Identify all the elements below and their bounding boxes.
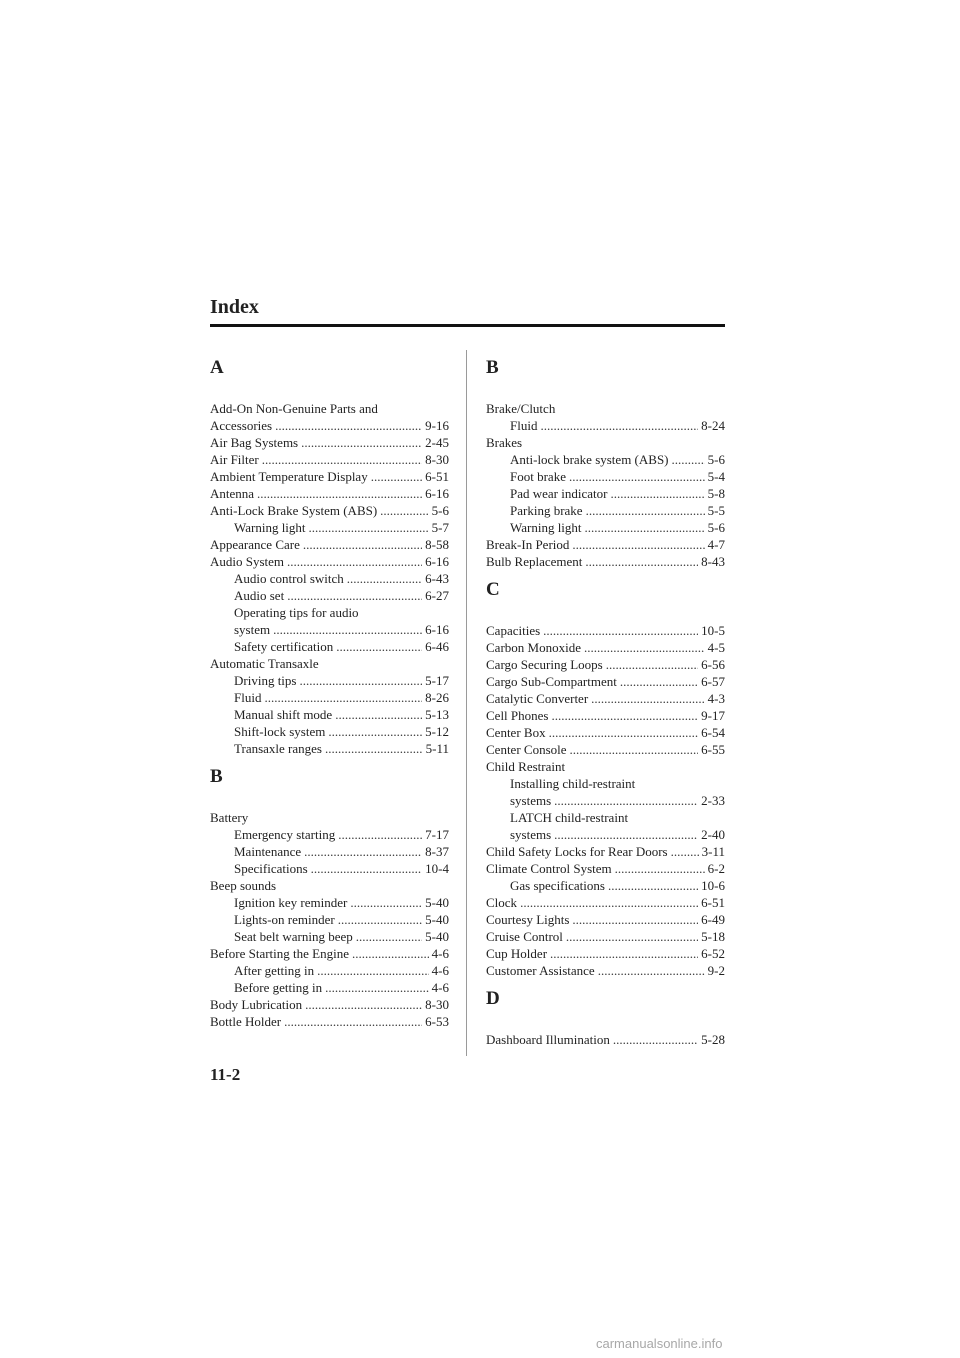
entry-page: 6-27 bbox=[425, 588, 449, 603]
dot-leader bbox=[299, 672, 422, 689]
column-divider bbox=[466, 350, 467, 1056]
index-entry bbox=[486, 724, 725, 741]
entry-label: Child Safety Locks for Rear Doors bbox=[486, 844, 668, 859]
index-entry bbox=[486, 502, 725, 519]
index-entry bbox=[486, 707, 725, 724]
index-entry bbox=[210, 502, 449, 519]
entry-page: 8-30 bbox=[425, 452, 449, 467]
entry-label: Audio control switch bbox=[234, 571, 344, 586]
dot-leader bbox=[570, 741, 699, 758]
index-entry bbox=[486, 1031, 725, 1048]
entry-label: Ambient Temperature Display bbox=[210, 469, 368, 484]
entry-label: Warning light bbox=[234, 520, 306, 535]
dot-leader bbox=[586, 502, 705, 519]
entry-page: 6-52 bbox=[701, 946, 725, 961]
index-entry: Operating tips for audio bbox=[234, 605, 359, 620]
entry-label: Fluid bbox=[510, 418, 538, 433]
entry-label: Appearance Care bbox=[210, 537, 300, 552]
entry-page: 7-17 bbox=[425, 827, 449, 842]
index-column-left bbox=[210, 352, 449, 1038]
dot-leader bbox=[328, 723, 422, 740]
entry-label: Dashboard Illumination bbox=[486, 1032, 610, 1047]
entry-page: 6-51 bbox=[701, 895, 725, 910]
entry-page: 5-18 bbox=[701, 929, 725, 944]
entry-label: After getting in bbox=[234, 963, 315, 978]
index-entry bbox=[210, 843, 449, 860]
index-entry bbox=[210, 860, 449, 877]
index-entry: Beep sounds bbox=[210, 878, 277, 893]
entry-page: 10-6 bbox=[701, 878, 725, 893]
entry-page: 5-6 bbox=[707, 452, 725, 467]
dot-leader bbox=[287, 587, 422, 604]
entry-page: 6-43 bbox=[425, 571, 449, 586]
dot-leader bbox=[606, 656, 698, 673]
watermark: carmanualsonline.info bbox=[596, 1336, 723, 1351]
entry-label: Foot brake bbox=[510, 469, 566, 484]
dot-leader bbox=[325, 740, 423, 757]
entry-label: Body Lubrication bbox=[210, 997, 303, 1012]
entry-label: Clock bbox=[486, 895, 518, 910]
entry-page: 5-13 bbox=[425, 707, 449, 722]
entry-page: 9-17 bbox=[701, 708, 725, 723]
entry-label: Lights-on reminder bbox=[234, 912, 335, 927]
dot-leader bbox=[336, 638, 422, 655]
dot-leader bbox=[598, 962, 705, 979]
index-entry bbox=[210, 979, 449, 996]
entry-page: 2-45 bbox=[425, 435, 449, 450]
index-entry bbox=[210, 553, 449, 570]
index-entry bbox=[486, 894, 725, 911]
index-entry bbox=[210, 911, 449, 928]
entry-label: Air Filter bbox=[210, 452, 259, 467]
entry-label: Cruise Control bbox=[486, 929, 563, 944]
entry-label: Climate Control System bbox=[486, 861, 612, 876]
entry-page: 6-55 bbox=[701, 742, 725, 757]
dot-leader bbox=[572, 536, 704, 553]
entry-label: Bulb Replacement bbox=[486, 554, 583, 569]
entry-label: Before Starting the Engine bbox=[210, 946, 349, 961]
entry-page: 4-6 bbox=[431, 963, 449, 978]
dot-leader bbox=[335, 706, 422, 723]
dot-leader bbox=[554, 792, 698, 809]
entry-label: Ignition key reminder bbox=[234, 895, 348, 910]
entry-label: Shift-lock system bbox=[234, 724, 326, 739]
index-entry bbox=[210, 587, 449, 604]
dot-leader bbox=[520, 894, 698, 911]
entry-page: 6-56 bbox=[701, 657, 725, 672]
index-entry: Brake/Clutch bbox=[486, 401, 556, 416]
index-entry bbox=[486, 536, 725, 553]
index-entry bbox=[486, 656, 725, 673]
index-entry bbox=[210, 519, 449, 536]
entry-label: Pad wear indicator bbox=[510, 486, 608, 501]
entry-page: 8-30 bbox=[425, 997, 449, 1012]
entry-page: 4-5 bbox=[707, 640, 725, 655]
index-entry: Installing child-restraint bbox=[510, 776, 636, 791]
entry-page: 5-17 bbox=[425, 673, 449, 688]
index-entry bbox=[486, 673, 725, 690]
index-entry bbox=[486, 690, 725, 707]
dot-leader bbox=[304, 843, 422, 860]
entry-page: 4-6 bbox=[431, 980, 449, 995]
index-entry bbox=[486, 826, 725, 843]
dot-leader bbox=[585, 519, 705, 536]
dot-leader bbox=[338, 826, 422, 843]
entry-page: 5-6 bbox=[431, 503, 449, 518]
index-entry bbox=[210, 928, 449, 945]
index-entry bbox=[210, 672, 449, 689]
entry-page: 4-3 bbox=[707, 691, 725, 706]
index-entry: Child Restraint bbox=[486, 759, 566, 774]
index-entry bbox=[486, 485, 725, 502]
dot-leader bbox=[554, 826, 698, 843]
index-entry bbox=[486, 945, 725, 962]
index-entry bbox=[210, 468, 449, 485]
entry-page: 5-5 bbox=[707, 503, 725, 518]
entry-page: 6-16 bbox=[425, 486, 449, 501]
index-entry bbox=[486, 877, 725, 894]
index-entry bbox=[210, 894, 449, 911]
entry-label: Anti-Lock Brake System (ABS) bbox=[210, 503, 378, 518]
index-column-right bbox=[486, 352, 725, 1056]
section-letter: D bbox=[486, 988, 500, 1009]
page-title: Index bbox=[210, 296, 259, 318]
entry-page: 6-16 bbox=[425, 622, 449, 637]
entry-page: 5-12 bbox=[425, 724, 449, 739]
entry-label: Gas specifications bbox=[510, 878, 605, 893]
entry-label: Specifications bbox=[234, 861, 308, 876]
index-entry bbox=[486, 468, 725, 485]
dot-leader bbox=[585, 553, 698, 570]
dot-leader bbox=[566, 928, 698, 945]
entry-label: Parking brake bbox=[510, 503, 583, 518]
index-entry bbox=[210, 1013, 449, 1030]
dot-leader bbox=[317, 962, 429, 979]
index-entry bbox=[486, 911, 725, 928]
index-entry bbox=[210, 723, 449, 740]
entry-page: 5-40 bbox=[425, 929, 449, 944]
entry-label: Antenna bbox=[210, 486, 255, 501]
entry-label: Emergency starting bbox=[234, 827, 336, 842]
index-entry bbox=[486, 639, 725, 656]
index-entry: Brakes bbox=[486, 435, 523, 450]
entry-label: Accessories bbox=[210, 418, 273, 433]
index-entry bbox=[210, 945, 449, 962]
index-entry bbox=[210, 962, 449, 979]
entry-page: 6-46 bbox=[425, 639, 449, 654]
entry-label: Center Box bbox=[486, 725, 546, 740]
dot-leader bbox=[325, 979, 429, 996]
index-entry bbox=[486, 553, 725, 570]
entry-label: Customer Assistance bbox=[486, 963, 595, 978]
index-section bbox=[486, 578, 725, 979]
entry-page: 8-43 bbox=[701, 554, 725, 569]
dot-leader bbox=[273, 621, 422, 638]
index-section bbox=[210, 356, 449, 757]
section-letter: A bbox=[210, 357, 224, 378]
entry-page: 5-40 bbox=[425, 912, 449, 927]
entry-label: Cell Phones bbox=[486, 708, 549, 723]
entry-page: 5-11 bbox=[425, 741, 449, 756]
index-entry bbox=[210, 740, 449, 757]
entry-label: Air Bag Systems bbox=[210, 435, 299, 450]
entry-page: 2-33 bbox=[701, 793, 725, 808]
dot-leader bbox=[338, 911, 422, 928]
entry-page: 9-16 bbox=[425, 418, 449, 433]
entry-label: Audio set bbox=[234, 588, 285, 603]
index-section bbox=[486, 356, 725, 570]
entry-label: Catalytic Converter bbox=[486, 691, 589, 706]
dot-leader bbox=[584, 639, 705, 656]
entry-page: 6-54 bbox=[701, 725, 725, 740]
entry-page: 6-2 bbox=[707, 861, 725, 876]
index-entry bbox=[486, 451, 725, 468]
dot-leader bbox=[671, 843, 699, 860]
entry-page: 4-6 bbox=[431, 946, 449, 961]
section-letter: C bbox=[486, 579, 500, 600]
dot-leader bbox=[284, 1013, 422, 1030]
dot-leader bbox=[608, 877, 698, 894]
index-entry bbox=[486, 417, 725, 434]
index-entry bbox=[486, 962, 725, 979]
entry-label: Capacities bbox=[486, 623, 541, 638]
entry-label: Warning light bbox=[510, 520, 582, 535]
index-entry bbox=[210, 451, 449, 468]
entry-label: Manual shift mode bbox=[234, 707, 333, 722]
dot-leader bbox=[257, 485, 422, 502]
entry-page: 10-4 bbox=[425, 861, 449, 876]
entry-page: 5-8 bbox=[707, 486, 725, 501]
entry-label: Center Console bbox=[486, 742, 567, 757]
index-entry bbox=[210, 689, 449, 706]
index-entry bbox=[210, 485, 449, 502]
entry-page: 5-28 bbox=[701, 1032, 725, 1047]
dot-leader bbox=[309, 519, 429, 536]
index-entry bbox=[486, 928, 725, 945]
index-entry bbox=[486, 622, 725, 639]
entry-label: system bbox=[234, 622, 271, 637]
dot-leader bbox=[550, 945, 698, 962]
dot-leader bbox=[540, 417, 698, 434]
entry-page: 5-40 bbox=[425, 895, 449, 910]
dot-leader bbox=[371, 468, 422, 485]
index-entry bbox=[210, 638, 449, 655]
entry-label: Maintenance bbox=[234, 844, 302, 859]
index-entry bbox=[486, 519, 725, 536]
dot-leader bbox=[613, 1031, 698, 1048]
dot-leader bbox=[569, 468, 705, 485]
dot-leader bbox=[347, 570, 422, 587]
dot-leader bbox=[549, 724, 699, 741]
entry-label: Courtesy Lights bbox=[486, 912, 570, 927]
entry-page: 2-40 bbox=[701, 827, 725, 842]
entry-label: Break-In Period bbox=[486, 537, 570, 552]
entry-label: Carbon Monoxide bbox=[486, 640, 581, 655]
entry-label: Anti-lock brake system (ABS) bbox=[510, 452, 669, 467]
dot-leader bbox=[672, 451, 705, 468]
dot-leader bbox=[287, 553, 422, 570]
dot-leader bbox=[551, 707, 698, 724]
dot-leader bbox=[311, 860, 423, 877]
page-number: 11-2 bbox=[210, 1065, 241, 1084]
entry-page: 6-51 bbox=[425, 469, 449, 484]
index-entry bbox=[210, 621, 449, 638]
index-entry: Automatic Transaxle bbox=[210, 656, 319, 671]
entry-page: 8-24 bbox=[701, 418, 725, 433]
entry-label: Transaxle ranges bbox=[234, 741, 322, 756]
dot-leader bbox=[610, 485, 704, 502]
entry-page: 6-16 bbox=[425, 554, 449, 569]
dot-leader bbox=[615, 860, 705, 877]
dot-leader bbox=[620, 673, 698, 690]
entry-page: 10-5 bbox=[701, 623, 725, 638]
entry-page: 6-57 bbox=[701, 674, 725, 689]
dot-leader bbox=[350, 894, 422, 911]
entry-page: 8-37 bbox=[425, 844, 449, 859]
entry-label: Seat belt warning beep bbox=[234, 929, 353, 944]
dot-leader bbox=[543, 622, 698, 639]
dot-leader bbox=[572, 911, 698, 928]
entry-page: 5-6 bbox=[707, 520, 725, 535]
index-entry: Battery bbox=[210, 810, 249, 825]
entry-label: Cup Holder bbox=[486, 946, 548, 961]
dot-leader bbox=[591, 690, 704, 707]
entry-label: Before getting in bbox=[234, 980, 323, 995]
dot-leader bbox=[264, 689, 422, 706]
section-letter: B bbox=[486, 357, 499, 378]
entry-label: systems bbox=[510, 793, 552, 808]
title-rule bbox=[210, 324, 725, 327]
entry-label: Bottle Holder bbox=[210, 1014, 282, 1029]
entry-page: 4-7 bbox=[707, 537, 725, 552]
dot-leader bbox=[356, 928, 422, 945]
entry-page: 5-4 bbox=[707, 469, 725, 484]
entry-label: Cargo Sub-Compartment bbox=[486, 674, 617, 689]
index-entry bbox=[210, 417, 449, 434]
dot-leader bbox=[305, 996, 422, 1013]
index-entry bbox=[486, 792, 725, 809]
dot-leader bbox=[303, 536, 422, 553]
entry-page: 6-53 bbox=[425, 1014, 449, 1029]
entry-page: 5-7 bbox=[431, 520, 449, 535]
index-entry bbox=[210, 706, 449, 723]
entry-label: Driving tips bbox=[234, 673, 297, 688]
index-entry bbox=[210, 434, 449, 451]
entry-page: 8-26 bbox=[425, 690, 449, 705]
dot-leader bbox=[352, 945, 429, 962]
index-entry: Add-On Non-Genuine Parts and bbox=[210, 401, 378, 416]
index-section bbox=[486, 987, 725, 1048]
index-entry: LATCH child-restraint bbox=[510, 810, 629, 825]
index-entry bbox=[486, 741, 725, 758]
entry-page: 6-49 bbox=[701, 912, 725, 927]
index-entry bbox=[210, 996, 449, 1013]
entry-label: systems bbox=[510, 827, 552, 842]
dot-leader bbox=[301, 434, 422, 451]
entry-page: 3-11 bbox=[701, 844, 725, 859]
section-letter: B bbox=[210, 766, 223, 787]
index-entry bbox=[486, 843, 725, 860]
index-entry bbox=[210, 826, 449, 843]
dot-leader bbox=[380, 502, 428, 519]
dot-leader bbox=[262, 451, 422, 468]
entry-label: Audio System bbox=[210, 554, 285, 569]
dot-leader bbox=[275, 417, 422, 434]
entry-label: Cargo Securing Loops bbox=[486, 657, 603, 672]
index-section bbox=[210, 765, 449, 1030]
entry-page: 9-2 bbox=[707, 963, 725, 978]
entry-page: 8-58 bbox=[425, 537, 449, 552]
index-entry bbox=[210, 570, 449, 587]
entry-label: Fluid bbox=[234, 690, 262, 705]
entry-label: Safety certification bbox=[234, 639, 334, 654]
index-entry bbox=[210, 536, 449, 553]
index-entry bbox=[486, 860, 725, 877]
